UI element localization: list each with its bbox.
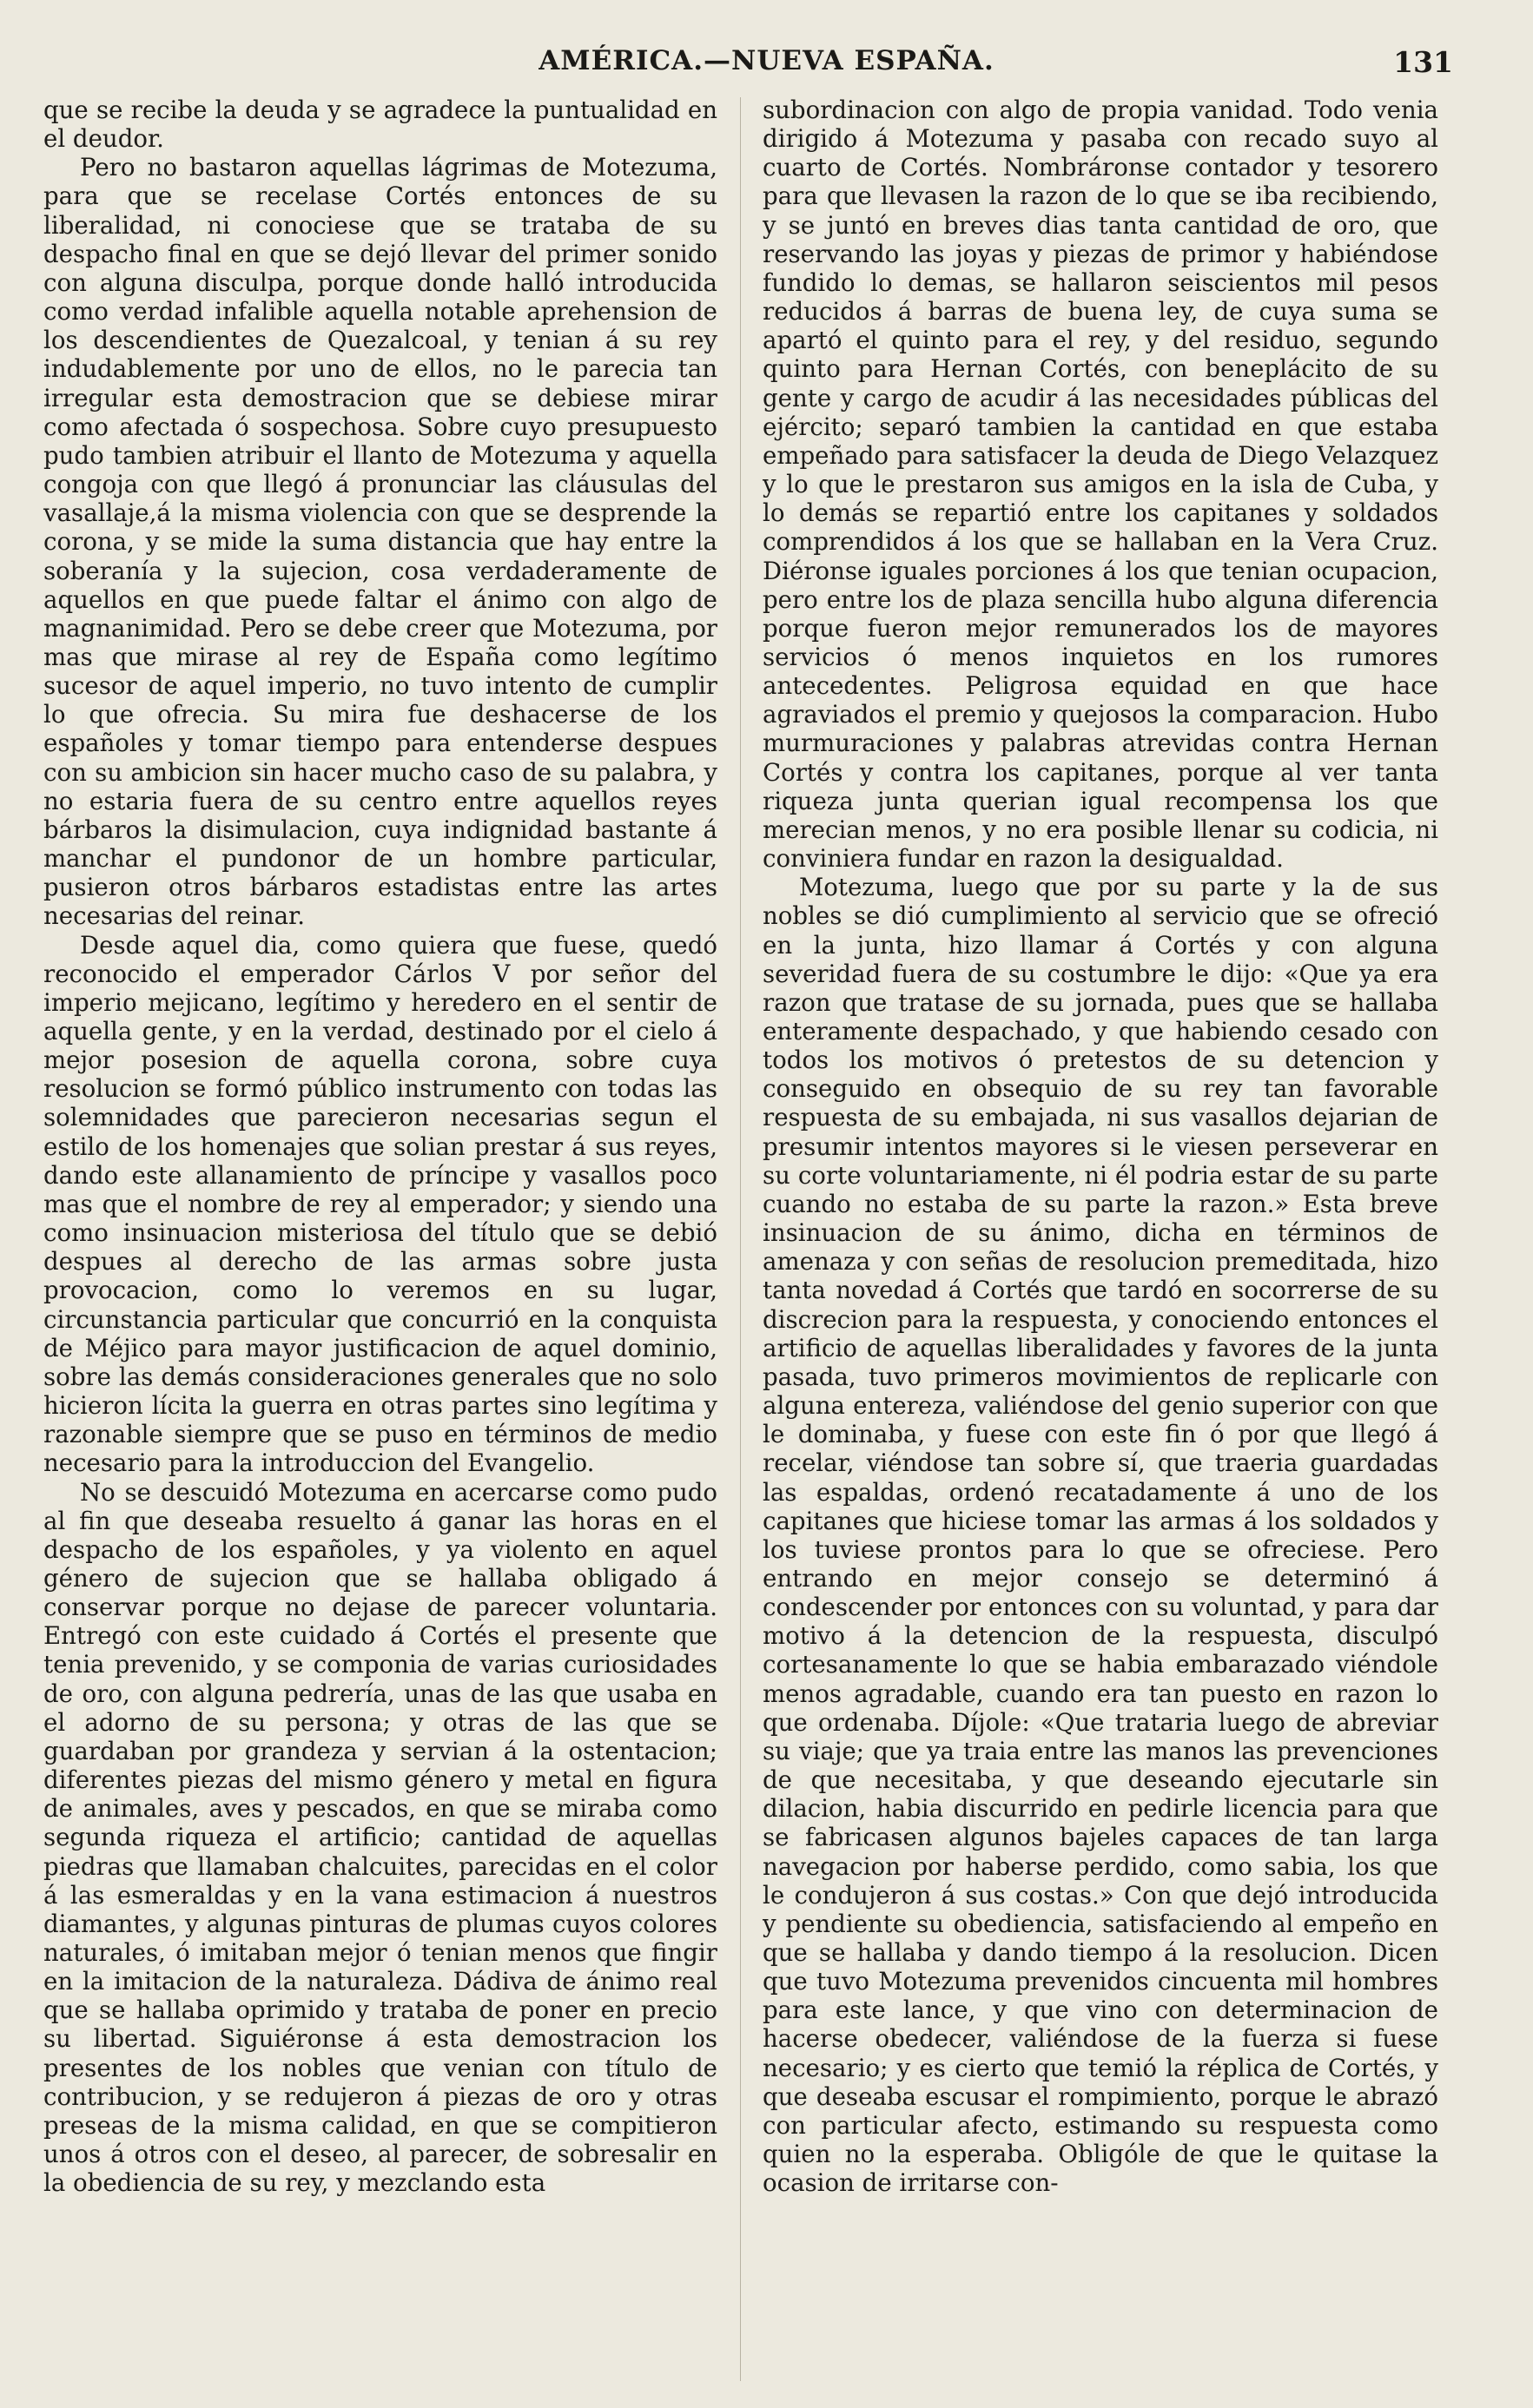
column-divider <box>740 97 741 2381</box>
paragraph: que se recibe la deuda y se agradece la puntualidad en el deudor. <box>43 96 717 154</box>
right-column <box>763 96 1438 2197</box>
page-header <box>0 45 1533 89</box>
paragraph: Pero no bastaron aquellas lágrimas de Motezuma, para que se recelase Cortés entonces de su liberalidad, ni conociese que se trataba de su despacho final en que se dejó llevar del primer sonido con alguna disculpa, porque donde halló introducida como verdad infalible aquella notable aprehension de los descendientes de Quezalcoal, y tenian á su rey indudablemente por uno de ellos, no le parecia tan irregular esta demostracion que se debiese mirar como afectada ó sospechosa. Sobre cuyo presupuesto pudo tambien atribuir el llanto de Motezuma y aquella congoja con que llegó á pronunciar las cláusulas del vasallaje,á la misma violencia con que se desprende la corona, y se mide la suma distancia que hay entre la soberanía y la sujecion, cosa verdaderamente de aquellos en que puede faltar el ánimo con algo de magnanimidad. Pero se debe creer que Motezuma, por mas que mirase al rey de España como legítimo sucesor de aquel imperio, no tuvo intento de cumplir lo que ofrecia. Su mira fue deshacerse de los españoles y tomar tiempo para entenderse despues con su ambicion sin hacer mucho caso de su palabra, y no estaria fuera de su centro entre aquellos reyes bárbaros la disimulacion, cuya indignidad bastante á manchar el pundonor de un hombre particular, pusieron otros bárbaros estadistas entre las artes necesarias del reinar. <box>43 153 717 931</box>
running-title: AMÉRICA.—NUEVA ESPAÑA. <box>539 45 994 76</box>
paragraph: Desde aquel dia, como quiera que fuese, quedó reconocido el emperador Cárlos V por señor del imperio mejicano, legítimo y heredero en el sentir de aquella gente, y en la verdad, destinado por el cielo á mejor posesion de aquella corona, sobre cuya resolucion se formó público instrumento con todas las solemnidades que parecieron necesarias segun el estilo de los homenajes que solian prestar á sus reyes, dando este allanamiento de príncipe y vasallos poco mas que el nombre de rey al emperador; y siendo una como insinuacion misteriosa del título que se debió despues al derecho de las armas sobre justa provocacion, como lo veremos en su lugar, circunstancia particular que concurrió en la conquista de Méjico para mayor justificacion de aquel dominio, sobre las demás consideraciones generales que no solo hicieron lícita la guerra en otras partes sino legítima y razonable siempre que se puso en términos de medio necesario para la introduccion del Evangelio. <box>43 930 717 1478</box>
left-column <box>43 96 717 2197</box>
paragraph: Motezuma, luego que por su parte y la de sus nobles se dió cumplimiento al servicio que se ofreció en la junta, hizo llamar á Cortés y con alguna severidad fuera de su costumbre le dijo: «Que ya era razon que tratase de su jornada, pues que se hallaba enteramente despachado, y que habiendo cesado con todos los motivos ó pretestos de su detencion y conseguido en obsequio de su rey tan favorable respuesta de su embajada, ni sus vasallos dejarian de presumir intentos mayores si le viesen perseverar en su corte voluntariamente, ni él podria estar de su parte cuando no estaba de su parte la razon.» Esta breve insinuacion de su ánimo, dicha en términos de amenaza y con señas de resolucion premeditada, hizo tanta novedad á Cortés que tardó en socorrerse de su discrecion para la respuesta, y conociendo entonces el artificio de aquellas liberalidades y favores de la junta pasada, tuvo primeros movimientos de replicarle con alguna entereza, valiéndose del genio superior con que le dominaba, y fuese con este fin ó por que llegó á recelar, viéndose tan sobre sí, que traeria guardadas las espaldas, ordenó recatadamente á uno de los capitanes que hiciese tomar las armas á los soldados y los tuviese prontos para lo que se ofreciese. Pero entrando en mejor consejo se determinó á condescender por entonces con su voluntad, y para dar motivo á la detencion de la respuesta, disculpó cortesanamente lo que se habia embarazado viéndole menos agradable, cuando era tan puesto en razon lo que ordenaba. Díjole: «Que trataria luego de abreviar su viaje; que ya traia entre las manos las prevenciones de que necesitaba, y que deseando ejecutarle sin dilacion, habia discurrido en pedirle licencia para que se fabricasen algunos bajeles capaces de tan larga navegacion por haberse perdido, como sabia, los que le condujeron á sus costas.» Con que dejó introducida y pendiente su obediencia, satisfaciendo al empeño en que se hallaba y dando tiempo á la resolucion. Dicen que tuvo Motezuma prevenidos cincuenta mil hombres para este lance, y que vino con determinacion de hacerse obedecer, valiéndose de la fuerza si fuese necesario; y es cierto que temió la réplica de Cortés, y que deseaba escusar el rompimiento, porque le abrazó con particular afecto, estimando su respuesta como quien no la esperaba. Obligóle de que le quitase la ocasion de irritarse con- <box>763 873 1438 2198</box>
paragraph: subordinacion con algo de propia vanidad. Todo venia dirigido á Motezuma y pasaba con recado suyo al cuarto de Cortés. Nombráronse contador y tesorero para que llevasen la razon de lo que se iba recibiendo, y se juntó en breves dias tanta cantidad de oro, que reservando las joyas y piezas de primor y habiéndose fundido lo demas, se hallaron seiscientos mil pesos reducidos á barras de buena ley, de cuya suma se apartó el quinto para el rey, y del residuo, segundo quinto para Hernan Cortés, con beneplácito de su gente y cargo de acudir á las necesidades públicas del ejército; separó tambien la cantidad en que estaba empeñado para satisfacer la deuda de Diego Velazquez y lo que le prestaron sus amigos en la isla de Cuba, y lo demás se repartió entre los capitanes y soldados comprendidos á los que se hallaban en la Vera Cruz. Diéronse iguales porciones á los que tenian ocupacion, pero entre los de plaza sencilla hubo alguna diferencia porque fueron mejor remunerados los de mayores servicios ó menos inquietos en los rumores antecedentes. Peligrosa equidad en que hace agraviados el premio y quejosos la comparacion. Hubo murmuraciones y palabras atrevidas contra Hernan Cortés y contra los capitanes, porque al ver tanta riqueza junta querian igual recompensa los que merecian menos, y no era posible llenar su codicia, ni conviniera fundar en razon la desigualdad. <box>763 96 1438 874</box>
paragraph: No se descuidó Motezuma en acercarse como pudo al fin que deseaba resuelto á ganar las horas en el despacho de los españoles, y ya violento en aquel género de sujecion que se hallaba obligado á conservar porque no dejase de parecer voluntaria. Entregó con este cuidado á Cortés el presente que tenia prevenido, y se componia de varias curiosidades de oro, con alguna pedrería, unas de las que usaba en el adorno de su persona; y otras de las que se guardaban por grandeza y servian á la ostentacion; diferentes piezas del mismo género y metal en figura de animales, aves y pescados, en que se miraba como segunda riqueza el artificio; cantidad de aquellas piedras que llamaban chalcuites, parecidas en el color á las esmeraldas y en la vana estimacion á nuestros diamantes, y algunas pinturas de plumas cuyos colores naturales, ó imitaban mejor ó tenian menos que fingir en la imitacion de la naturaleza. Dádiva de ánimo real que se hallaba oprimido y trataba de poner en precio su libertad. Siguiéronse á esta demostracion los presentes de los nobles que venian con título de contribucion, y se redujeron á piezas de oro y otras preseas de la misma calidad, en que se compitieron unos á otros con el deseo, al parecer, de sobresalir en la obediencia de su rey, y mezclando esta <box>43 1477 717 2198</box>
page-number: 131 <box>1393 45 1453 79</box>
